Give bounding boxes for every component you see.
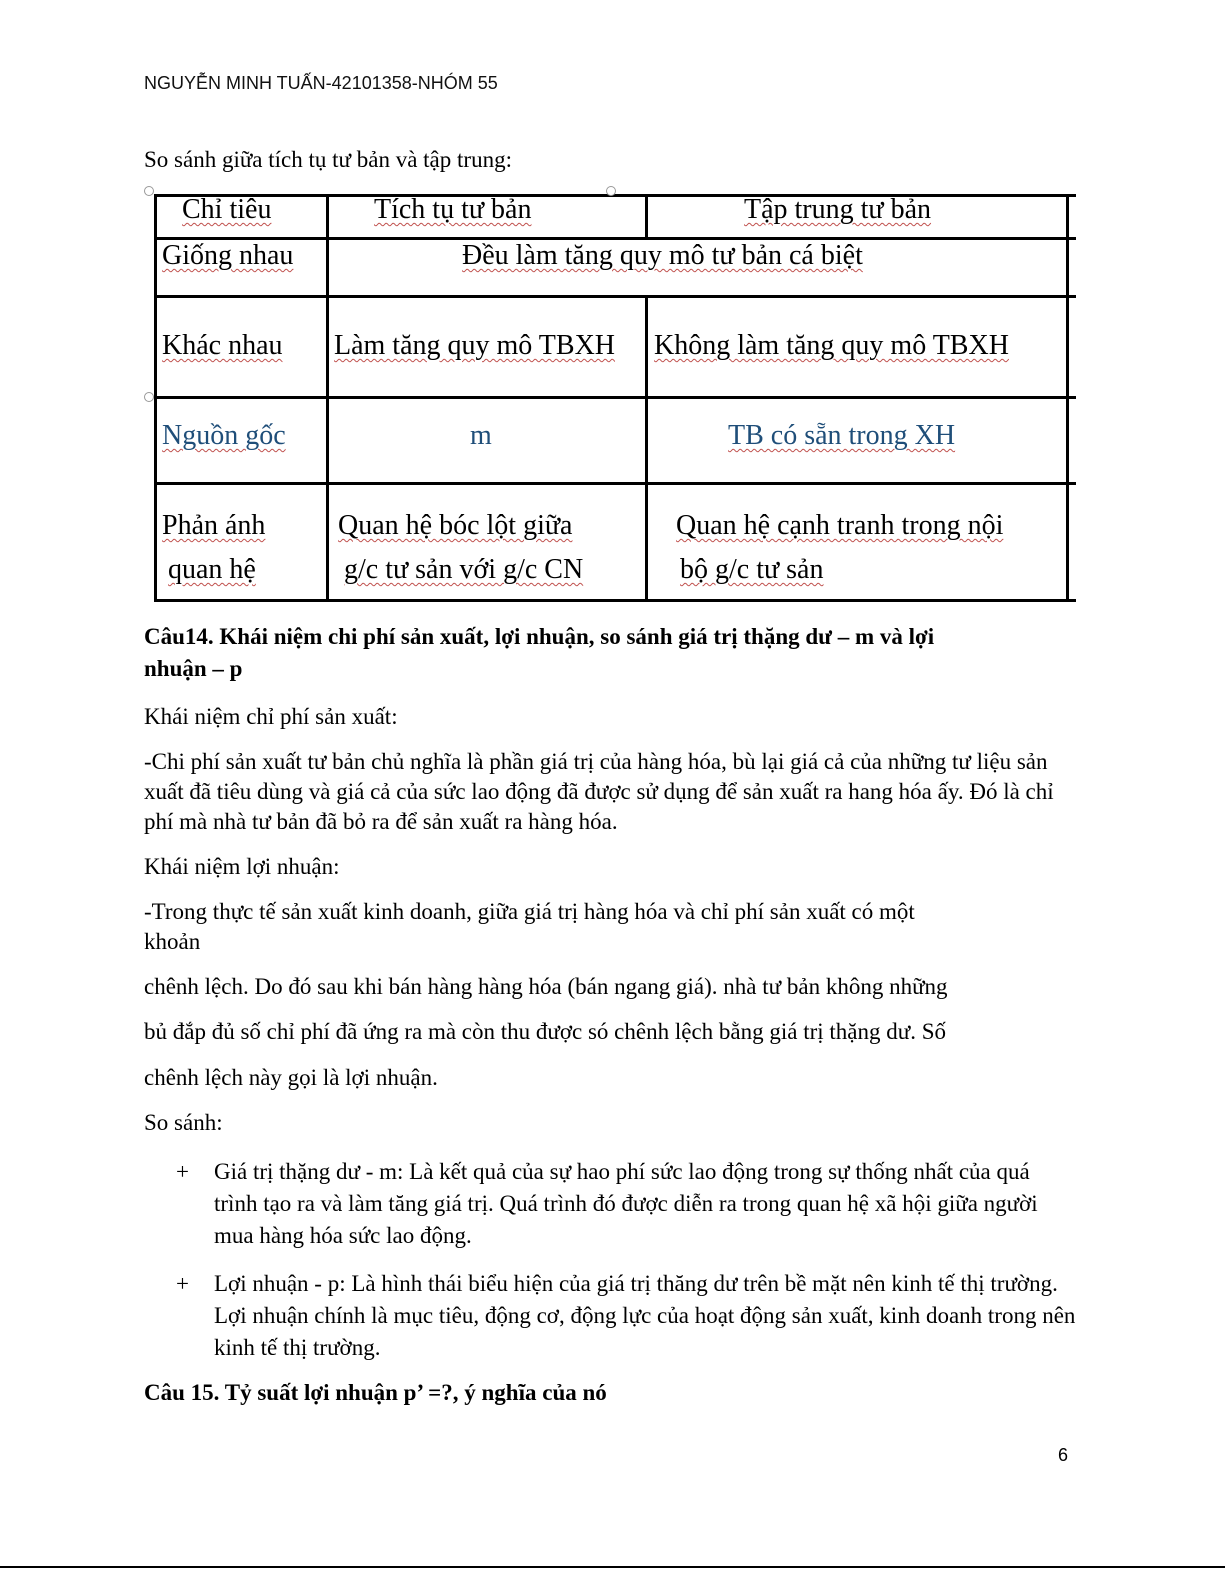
cost-label: Khái niệm chỉ phí sản xuất: (144, 704, 398, 729)
row-khac-nhau-label: Khác nhau (162, 330, 283, 361)
resize-handle-top-mid[interactable] (606, 186, 616, 196)
list-item (176, 1268, 1076, 1364)
profit-line2: khoản (144, 929, 201, 954)
row-giong-nhau-merged: Đều làm tăng quy mô tư bản cá biệt (462, 240, 863, 271)
intro-text: So sánh giữa tích tụ tư bản và tập trung: (144, 147, 512, 172)
header-tich-tu: Tích tụ tư bản (374, 194, 532, 225)
plus-bullet-icon: + (176, 1159, 189, 1184)
header-chi-tieu: Chỉ tiêu (182, 194, 272, 225)
row-phan-anh-col1-2: g/c tư sản với g/c CN (344, 554, 584, 585)
row-nguon-goc-col1: m (470, 420, 492, 451)
row-khac-nhau-col1: Làm tăng quy mô TBXH (334, 330, 616, 361)
plus-bullet-icon: + (176, 1271, 189, 1296)
resize-handle-left-mid[interactable] (144, 392, 154, 402)
bullet-text: Lợi nhuận - p: Là hình thái biểu hiện của giá trị thăng dư trên bề mặt nên kinh tế thị trường. Lợi nhuận chính là mục tiêu, động cơ, động lực của hoạt động sản xuất, kinh doanh trong nên kinh tế thị trường. (214, 1271, 1076, 1360)
comparison-list (176, 1156, 1076, 1380)
row-phan-anh-col2-2: bộ g/c tư sản (680, 554, 824, 585)
q15-title: Câu 15. Tỷ suất lợi nhuận p’ =?, ý nghĩa của nó (144, 1380, 607, 1405)
page-number: 6 (1058, 1445, 1069, 1465)
compare-label: So sánh: (144, 1110, 223, 1135)
cost-text: -Chi phí sản xuất tư bản chủ nghĩa là phần giá trị của hàng hóa, bù lại giá cả của những tư liệu sản xuất đã tiêu dùng và giá cả của sức lao động đã được sử dụng để sản xuất ra hang hóa ấy. Đó là chỉ phí mà nhà tư bản đã bỏ ra để sản xuất ra hàng hóa. (144, 749, 1054, 834)
row-khac-nhau-col2: Không làm tăng quy mô TBXH (654, 330, 1009, 361)
q14-title-line1: Câu14. Khái niệm chi phí sản xuất, lợi nhuận, so sánh giá trị thặng dư – m và lợi (144, 624, 935, 649)
profit-line5: chênh lệch này gọi là lợi nhuận. (144, 1065, 438, 1090)
row-nguon-goc-col2: TB có sẵn trong XH (728, 420, 956, 451)
profit-line4: bủ đắp đủ số chỉ phí đã ứng ra mà còn thu được só chênh lệch bằng giá trị thặng dư. Số (144, 1019, 947, 1044)
row-giong-nhau-label: Giống nhau (162, 240, 294, 271)
profit-label: Khái niệm lợi nhuận: (144, 854, 340, 879)
row-phan-anh-label-1: Phản ánh (162, 510, 266, 541)
bullet-text: Giá trị thặng dư - m: Là kết quả của sự hao phí sức lao động trong sự thống nhất của quá trình tạo ra và làm tăng giá trị. Quá trình đó được diễn ra trong quan hệ xã hội giữa người mua hàng hóa sức lao động. (214, 1159, 1038, 1248)
header-tap-trung: Tập trung tư bản (744, 194, 932, 225)
row-phan-anh-label-2: quan hệ (168, 554, 256, 585)
page-bottom-edge (0, 1566, 1225, 1568)
resize-handle-top-left[interactable] (144, 186, 154, 196)
page-header: NGUYỄN MINH TUẤN-42101358-NHÓM 55 (144, 73, 498, 93)
row-phan-anh-col2-1: Quan hệ cạnh tranh trong nội (676, 510, 1004, 541)
list-item (176, 1156, 1076, 1252)
row-phan-anh-col1-1: Quan hệ bóc lột giữa (338, 510, 573, 541)
profit-line3: chênh lệch. Do đó sau khi bán hàng hàng hóa (bán ngang giá). nhà tư bản không những (144, 974, 948, 999)
row-nguon-goc-label: Nguồn gốc (162, 420, 286, 451)
profit-line1: -Trong thực tế sản xuất kinh doanh, giữa giá trị hàng hóa và chỉ phí sản xuất có một (144, 899, 915, 924)
q14-title-line2: nhuận – p (144, 656, 243, 681)
